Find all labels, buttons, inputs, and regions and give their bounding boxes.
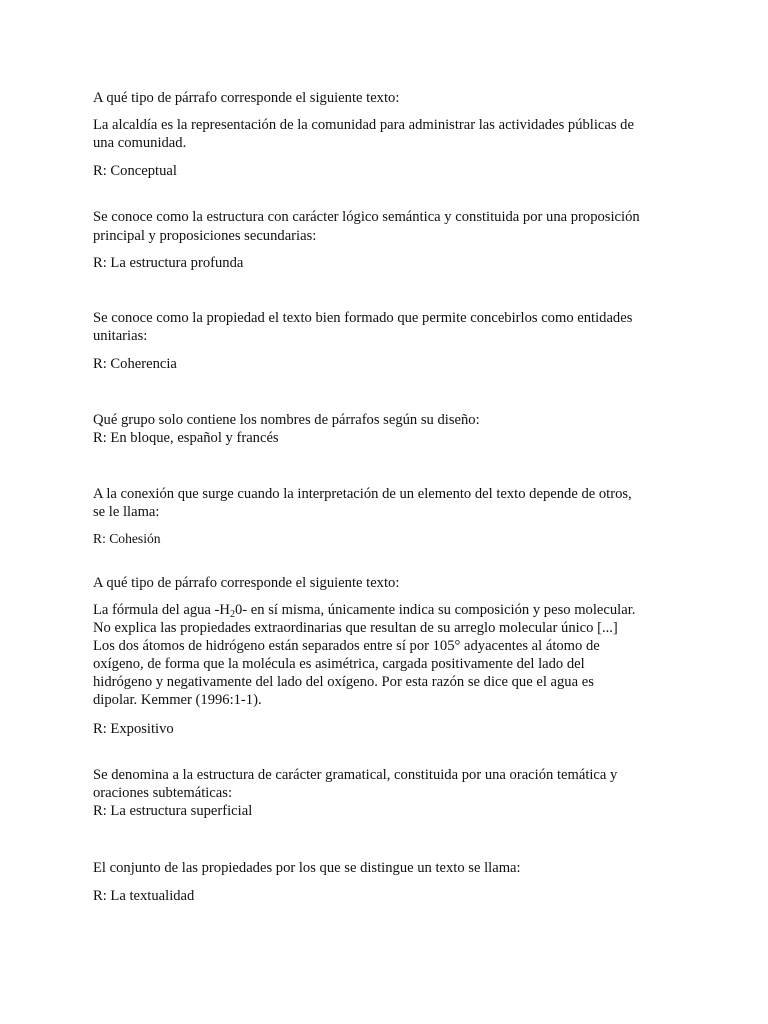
- question-text: A la conexión que surge cuando la interpretación de un elemento del texto depende de otros,: [93, 486, 632, 502]
- quoted-text: hidrógeno y negativamente del lado del oxígeno. Por esta razón se dice que el agua es: [93, 674, 594, 690]
- question-text: El conjunto de las propiedades por los que se distingue un texto se llama:: [93, 860, 521, 876]
- answer-text: R: Cohesión: [93, 531, 161, 546]
- question-text: Se denomina a la estructura de carácter gramatical, constituida por una oración temática y: [93, 767, 618, 783]
- answer-text: R: La textualidad: [93, 888, 195, 904]
- question-text: A qué tipo de párrafo corresponde el siguiente texto:: [93, 575, 400, 591]
- quoted-text: No explica las propiedades extraordinarias que resultan de su arreglo molecular único [...]: [93, 620, 618, 636]
- formula-pre: La fórmula del agua -H: [93, 602, 230, 618]
- quoted-text: [93, 601, 693, 619]
- formula-post: 0- en sí misma, únicamente indica su composición y peso molecular.: [234, 602, 636, 618]
- answer-text: R: La estructura profunda: [93, 255, 244, 271]
- answer-text: R: En bloque, español y francés: [93, 430, 279, 446]
- quoted-text: Los dos átomos de hidrógeno están separados entre sí por 105° adyacentes al átomo de: [93, 638, 600, 654]
- answer-text: R: Conceptual: [93, 163, 177, 179]
- question-text: principal y proposiciones secundarias:: [93, 228, 317, 244]
- quoted-text: oxígeno, de forma que la molécula es asimétrica, cargada positivamente del lado del: [93, 656, 585, 672]
- answer-text: R: Coherencia: [93, 356, 177, 372]
- question-text: Se conoce como la estructura con carácter lógico semántica y constituida por una proposición: [93, 209, 640, 225]
- quoted-text: una comunidad.: [93, 135, 187, 151]
- quoted-text: dipolar. Kemmer (1996:1-1).: [93, 692, 262, 708]
- quoted-text: La alcaldía es la representación de la comunidad para administrar las actividades públicas de: [93, 117, 634, 133]
- question-text: A qué tipo de párrafo corresponde el siguiente texto:: [93, 90, 400, 106]
- question-text: unitarias:: [93, 328, 148, 344]
- question-text: Qué grupo solo contiene los nombres de párrafos según su diseño:: [93, 412, 480, 428]
- formula-subscript: 2: [229, 609, 235, 620]
- question-text: se le llama:: [93, 504, 160, 520]
- question-text: Se conoce como la propiedad el texto bien formado que permite concebirlos como entidades: [93, 310, 633, 326]
- question-text: oraciones subtemáticas:: [93, 785, 232, 801]
- answer-text: R: La estructura superficial: [93, 803, 253, 819]
- answer-text: R: Expositivo: [93, 721, 174, 737]
